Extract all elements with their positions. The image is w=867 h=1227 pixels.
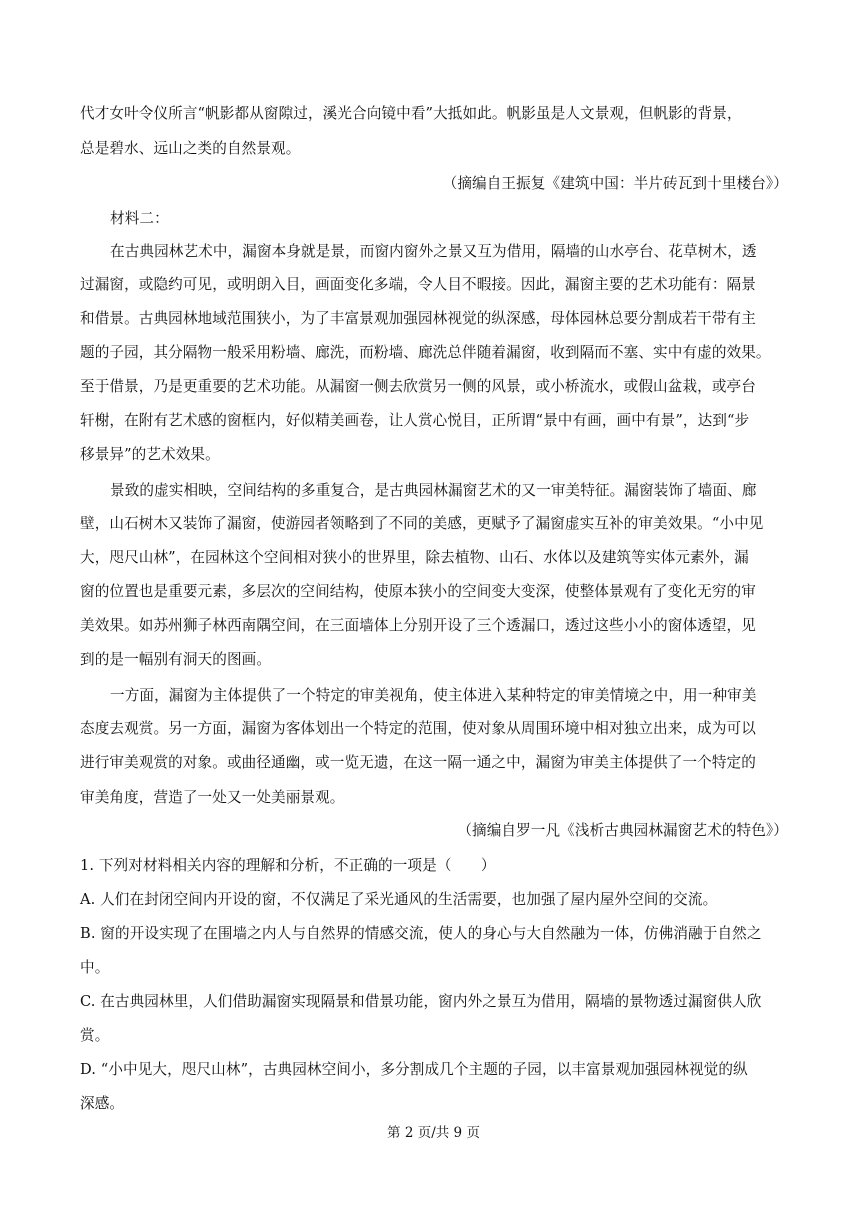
option-d: D. “小中见大，咫尺山林”，古典园林空间小，多分割成几个主题的子园，以丰富景观加强园林视觉的纵 [80, 1061, 748, 1078]
paragraph-line: 态度去观赏。另一方面，漏窗为客体划出一个特定的范围，使对象从周围环境中相对独立出来，成为可以 [80, 720, 756, 737]
option-b: B. 窗的开设实现了在围墙之内人与自然界的情感交流，使人的身心与大自然融为一体，仿佛消融于自然之 [80, 925, 762, 942]
paragraph-line: 壁，山石树木又装饰了漏窗，使游园者领略到了不同的美感，更赋予了漏窗虚实互补的审美效果。“小中见 [80, 515, 764, 532]
paragraph-line: 大，咫尺山林”，在园林这个空间相对狭小的世界里，除去植物、山石、水体以及建筑等实体元素外，漏 [80, 549, 749, 566]
source-citation: （摘编自罗一凡《浅析古典园林漏窗艺术的特色》） [457, 822, 788, 839]
option-d-continued: 深感。 [80, 1095, 125, 1112]
option-b-continued: 中。 [80, 959, 110, 976]
option-c: C. 在古典园林里，人们借助漏窗实现隔景和借景功能，窗内外之景互为借用，隔墙的景物透过漏窗供人欣 [80, 993, 762, 1010]
paragraph-line: 和借景。古典园林地域范围狭小，为了丰富景观加强园林视觉的纵深感，母体园林总要分割成若干带有主 [80, 310, 756, 327]
paragraph-line: 题的子园，其分隔物一般采用粉墙、廊洗，而粉墙、廊洗总伴随着漏窗，收到隔而不塞、实中有虚的效果。 [80, 344, 771, 361]
paragraph-line: 在古典园林艺术中，漏窗本身就是景，而窗内窗外之景又互为借用，隔墙的山水亭台、花草树木，透 [110, 243, 757, 260]
paragraph-line: 总是碧水、远山之类的自然景观。 [80, 140, 301, 157]
paragraph-line: 移景异”的艺术效果。 [80, 446, 220, 463]
paragraph-line: 过漏窗，或隐约可见，或明朗入目，画面变化多端，令人目不暇接。因此，漏窗主要的艺术功能有：隔景 [80, 276, 756, 293]
paragraph-line: 至于借景，乃是更重要的艺术功能。从漏窗一侧去欣赏另一侧的风景，或小桥流水，或假山盆栽，或亭台 [80, 378, 756, 395]
paragraph-line: 代才女叶令仪所言“帆影都从窗隙过，溪光合向镜中看”大抵如此。帆影虽是人文景观，但帆影的背景， [80, 105, 742, 122]
question-stem: 1. 下列对材料相关内容的理解和分析，不正确的一项是（ ） [80, 857, 496, 874]
paragraph-line: 进行审美观赏的对象。或曲径通幽，或一览无遗，在这一隔一通之中，漏窗为审美主体提供了一个特定的 [80, 754, 756, 771]
paragraph-line: 美效果。如苏州狮子林西南隅空间，在三面墙体上分别开设了三个透漏口，透过这些小小的窗体透望，见 [80, 617, 756, 634]
paragraph-line: 窗的位置也是重要元素，多层次的空间结构，使原本狭小的空间变大变深，使整体景观有了变化无穷的审 [80, 583, 756, 600]
page-footer: 第 2 页/共 9 页 [387, 1125, 480, 1141]
section-heading: 材料二： [110, 210, 169, 227]
document-page [80, 0, 788, 1227]
paragraph-line: 到的是一幅别有洞天的图画。 [80, 651, 272, 668]
paragraph-line: 一方面，漏窗为主体提供了一个特定的审美视角，使主体进入某种特定的审美情境之中，用一种审美 [110, 687, 757, 704]
paragraph-line: 轩榭，在附有艺术感的窗框内，好似精美画卷，让人赏心悦目，正所谓“景中有画，画中有景”，达到“步 [80, 412, 750, 429]
source-citation: （摘编自王振复《建筑中国：半片砖瓦到十里楼台》） [442, 175, 788, 192]
option-a: A. 人们在封闭空间内开设的窗，不仅满足了采光通风的生活需要，也加强了屋内屋外空间的交流。 [80, 891, 718, 908]
paragraph-line: 景致的虚实相映，空间结构的多重复合，是古典园林漏窗艺术的又一审美特征。漏窗装饰了墙面、廊 [110, 482, 757, 499]
option-c-continued: 赏。 [80, 1027, 110, 1044]
paragraph-line: 审美角度，营造了一处又一处美丽景观。 [80, 789, 345, 806]
